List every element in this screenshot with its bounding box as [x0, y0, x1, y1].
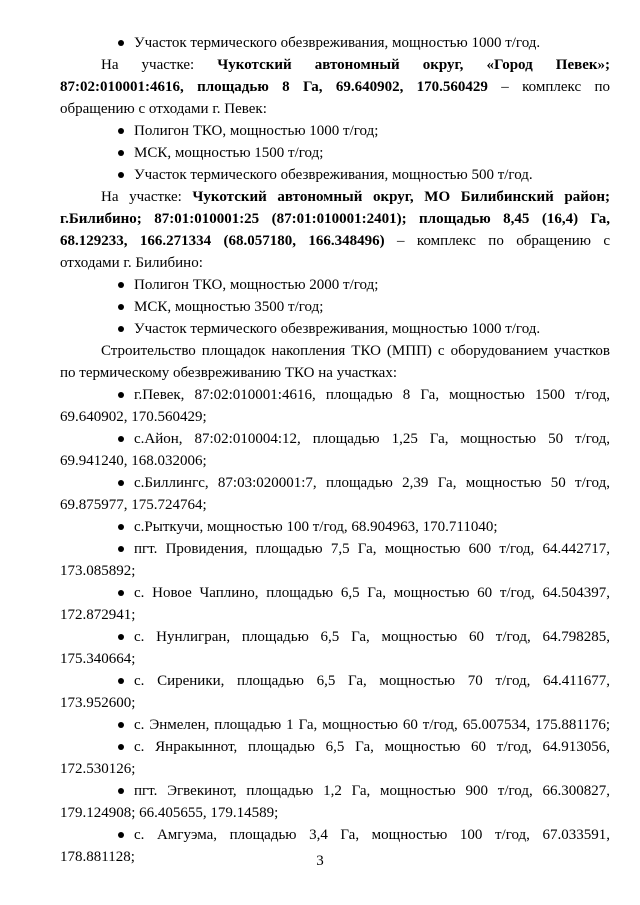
- bullet-icon: [118, 744, 124, 750]
- bullet-icon: [118, 436, 124, 442]
- bullet-icon: [118, 128, 124, 134]
- list-item: с. Янракыннот, площадью 6,5 Га, мощностью 60 т/год, 64.913056,: [118, 737, 610, 757]
- list-item-continuation: 69.640902, 170.560429;: [60, 409, 207, 425]
- bullet-icon: [118, 150, 124, 156]
- list-item: Участок термического обезвреживания, мощностью 1000 т/год.: [118, 319, 540, 339]
- paragraph-line: На участке: Чукотский автономный округ, «Город Певек»;: [101, 57, 610, 73]
- bullet-icon: [118, 480, 124, 486]
- list-item: с.Биллингс, 87:03:020001:7, площадью 2,39 Га, мощностью 50 т/год,: [118, 473, 610, 493]
- list-item: Полигон ТКО, мощностью 2000 т/год;: [118, 275, 378, 295]
- list-item: с. Сиреники, площадью 6,5 Га, мощностью 70 т/год, 64.411677,: [118, 671, 610, 691]
- list-item-continuation: 175.340664;: [60, 651, 136, 667]
- bullet-icon: [118, 524, 124, 530]
- list-item-continuation: 69.941240, 168.032006;: [60, 453, 207, 469]
- list-item-continuation: 172.530126;: [60, 761, 136, 777]
- bullet-icon: [118, 282, 124, 288]
- list-item-continuation: 173.085892;: [60, 563, 136, 579]
- list-item: с.Рыткучи, мощностью 100 т/год, 68.904963, 170.711040;: [118, 517, 498, 537]
- list-item: Участок термического обезвреживания, мощностью 1000 т/год.: [118, 33, 540, 53]
- list-item-continuation: 173.952600;: [60, 695, 136, 711]
- list-item: Участок термического обезвреживания, мощностью 500 т/год.: [118, 165, 533, 185]
- list-item: с. Энмелен, площадью 1 Га, мощностью 60 т/год, 65.007534, 175.881176;: [118, 715, 610, 735]
- bullet-icon: [118, 392, 124, 398]
- list-item: с. Новое Чаплино, площадью 6,5 Га, мощностью 60 т/год, 64.504397,: [118, 583, 610, 603]
- bullet-icon: [118, 546, 124, 552]
- list-item: МСК, мощностью 3500 т/год;: [118, 297, 323, 317]
- paragraph-line: отходами г. Билибино:: [60, 255, 203, 271]
- list-item: пгт. Эгвекинот, площадью 1,2 Га, мощностью 900 т/год, 66.300827,: [118, 781, 610, 801]
- paragraph-line: На участке: Чукотский автономный округ, МО Билибинский район;: [101, 189, 610, 205]
- bullet-icon: [118, 832, 124, 838]
- bullet-icon: [118, 326, 124, 332]
- paragraph-line: 68.129233, 166.271334 (68.057180, 166.348496) – комплекс по обращению с: [60, 233, 610, 249]
- list-item: Полигон ТКО, мощностью 1000 т/год;: [118, 121, 378, 141]
- list-item-continuation: 179.124908; 66.405655, 179.14589;: [60, 805, 279, 821]
- paragraph-line: по термическому обезвреживанию ТКО на участках:: [60, 365, 397, 381]
- bullet-icon: [118, 172, 124, 178]
- paragraph-line: г.Билибино; 87:01:010001:25 (87:01:010001:2401); площадью 8,45 (16,4) Га,: [60, 211, 610, 227]
- bullet-icon: [118, 40, 124, 46]
- paragraph-line: Строительство площадок накопления ТКО (МПП) с оборудованием участков: [101, 343, 610, 359]
- list-item: МСК, мощностью 1500 т/год;: [118, 143, 323, 163]
- bullet-icon: [118, 788, 124, 794]
- list-item-continuation: 69.875977, 175.724764;: [60, 497, 207, 513]
- bullet-icon: [118, 678, 124, 684]
- list-item-continuation: 172.872941;: [60, 607, 136, 623]
- list-item: с. Нунлигран, площадью 6,5 Га, мощностью 60 т/год, 64.798285,: [118, 627, 610, 647]
- paragraph-line: 87:02:010001:4616, площадью 8 Га, 69.640902, 170.560429 – комплекс по: [60, 79, 610, 95]
- list-item: с. Амгуэма, площадью 3,4 Га, мощностью 100 т/год, 67.033591,: [118, 825, 610, 845]
- list-item: г.Певек, 87:02:010001:4616, площадью 8 Га, мощностью 1500 т/год,: [118, 385, 610, 405]
- bullet-icon: [118, 590, 124, 596]
- bullet-icon: [118, 722, 124, 728]
- paragraph-line: обращению с отходами г. Певек:: [60, 101, 267, 117]
- bullet-icon: [118, 634, 124, 640]
- list-item: пгт. Провидения, площадью 7,5 Га, мощностью 600 т/год, 64.442717,: [118, 539, 610, 559]
- page-number: 3: [316, 853, 324, 869]
- list-item: с.Айон, 87:02:010004:12, площадью 1,25 Га, мощностью 50 т/год,: [118, 429, 610, 449]
- bullet-icon: [118, 304, 124, 310]
- list-item-continuation: 178.881128;: [60, 849, 135, 865]
